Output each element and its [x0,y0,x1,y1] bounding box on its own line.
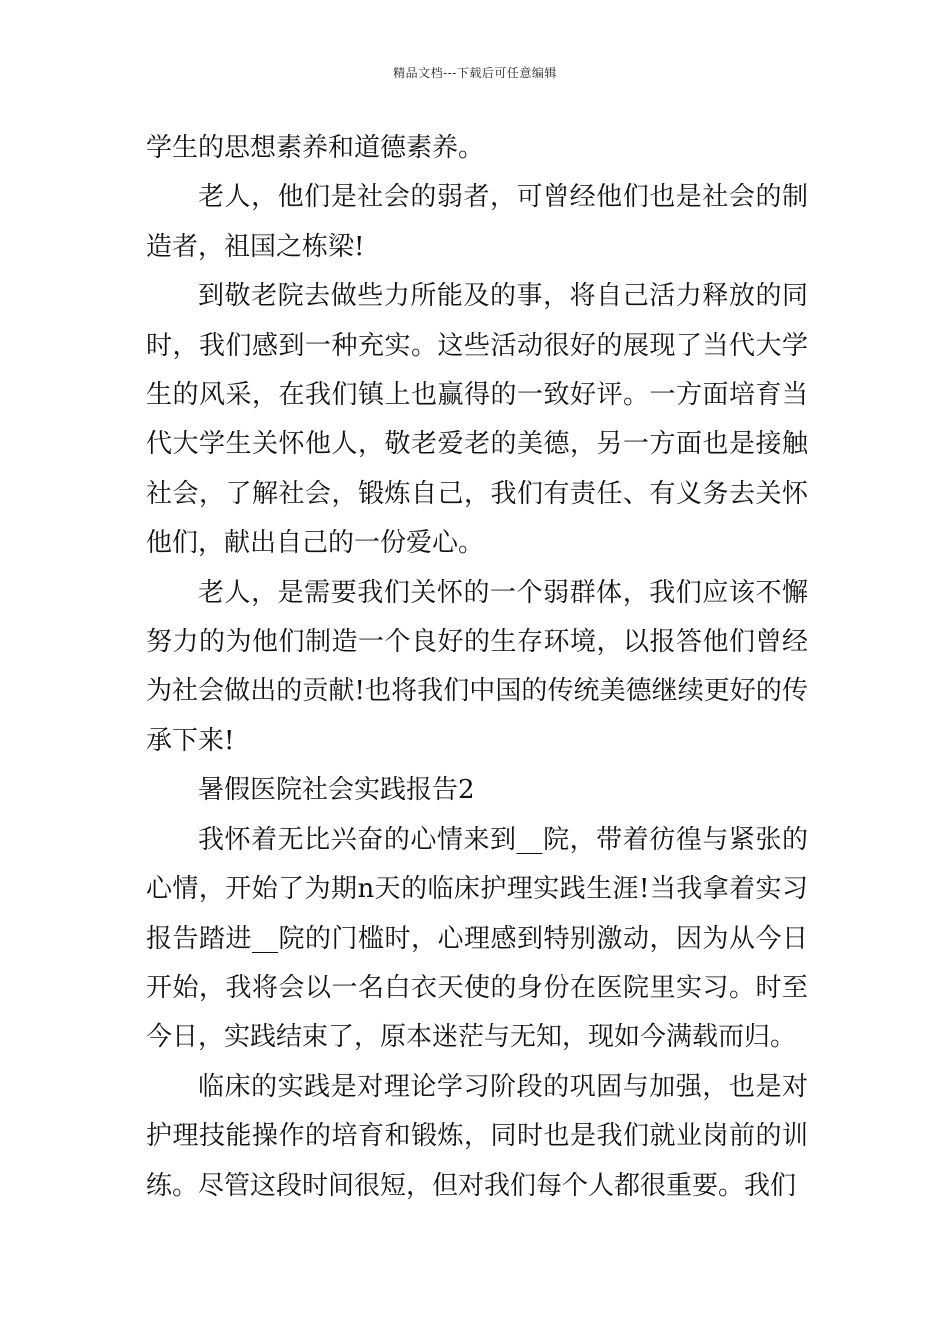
paragraph: 临床的实践是对理论学习阶段的巩固与加强，也是对护理技能操作的培育和锻炼，同时也是我们就业岗前的训练。尽管这段时间很短，但对我们每个人都很重要。我们 [146,1071,808,1201]
section-heading: 暑假医院社会实践报告2 [198,775,475,806]
document-body [146,124,808,1211]
page-header: 精品文档---下载后可任意编辑 [393,66,557,80]
paragraph: 我怀着无比兴奋的心情来到__院，带着彷徨与紧张的心情，开始了为期n天的临床护理实践生涯!当我拿着实习报告踏进__院的门槛时，心理感到特别激动，因为从今日开始，我将会以一名白衣天使的身份在医院里实习。时至今日，实践结束了，原本迷茫与无知，现如今满载而归。 [146,824,808,1053]
paragraph: 老人，他们是社会的弱者，可曾经他们也是社会的制造者，祖国之栋梁! [146,182,808,262]
paragraph: 学生的思想素养和道德素养。 [146,133,485,163]
paragraph: 到敬老院去做些力所能及的事，将自己活力释放的同时，我们感到一种充实。这些活动很好的展现了当代大学生的风采，在我们镇上也赢得的一致好评。一方面培育当代大学生关怀他人，敬老爱老的美德，另一方面也是接触社会，了解社会，锻炼自己，我们有责任、有义务去关怀他们，献出自己的一份爱心。 [146,281,808,559]
paragraph: 老人，是需要我们关怀的一个弱群体，我们应该不懈努力的为他们制造一个良好的生存环境，以报答他们曾经为社会做出的贡献!也将我们中国的传统美德继续更好的传承下来! [146,577,808,756]
